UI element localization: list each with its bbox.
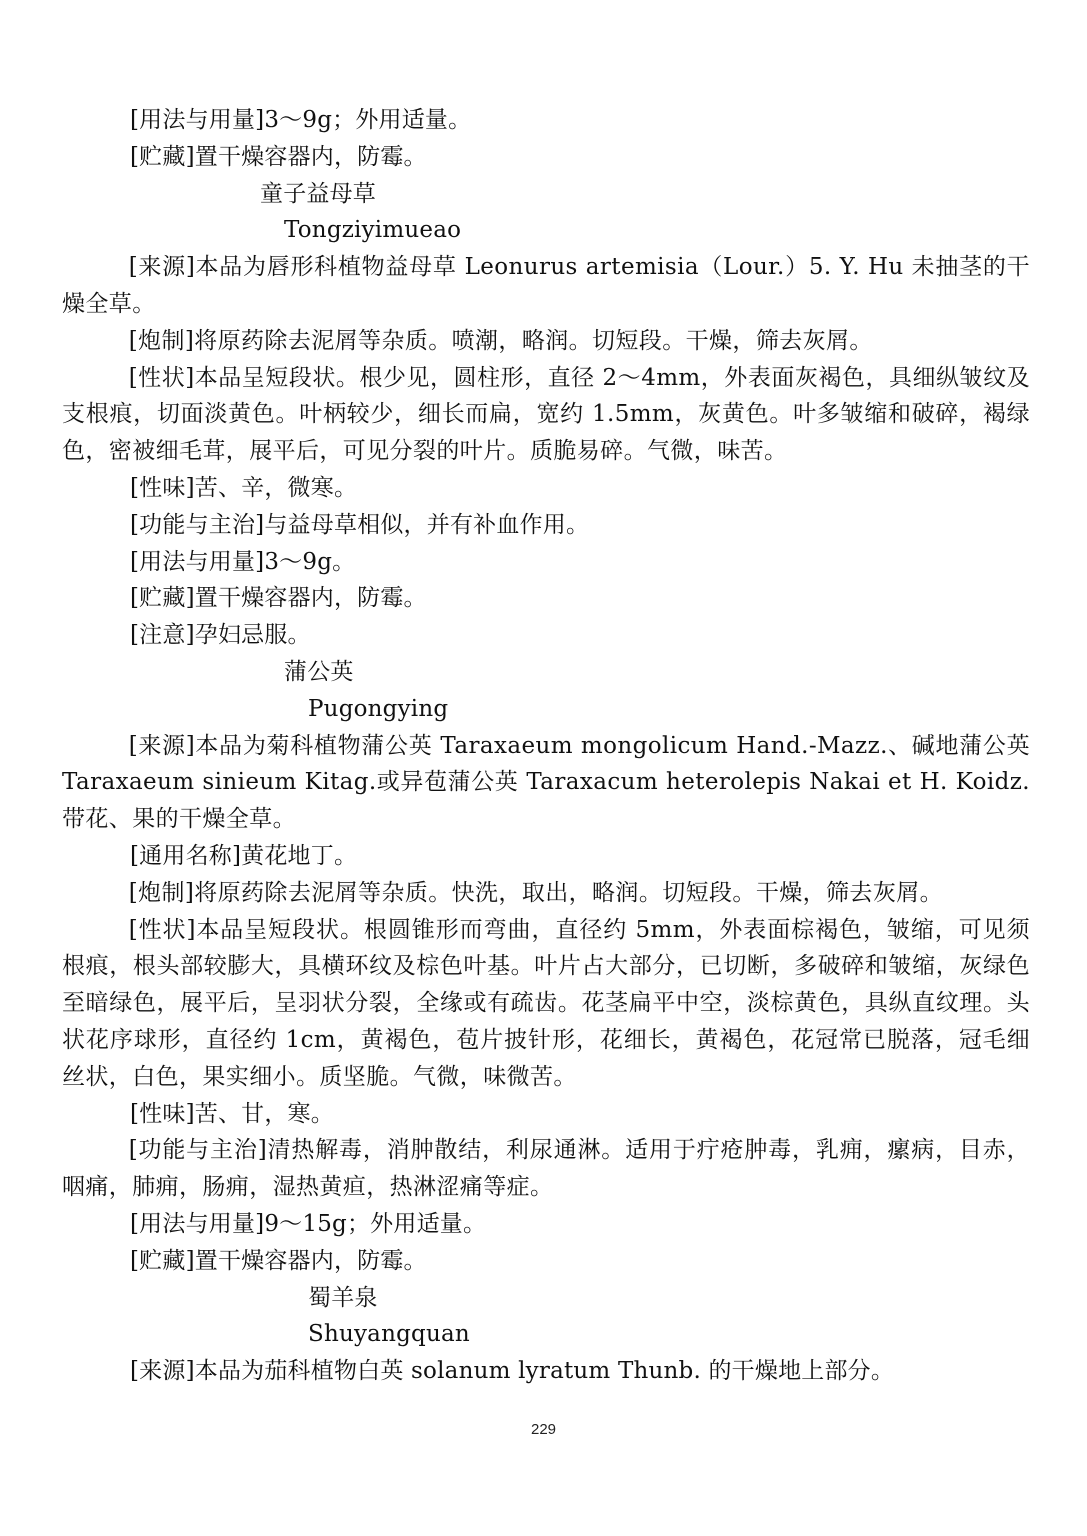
storage-line: [贮藏]置干燥容器内，防霉。	[130, 585, 427, 612]
storage-line: [贮藏]置干燥容器内，防霉。	[130, 1247, 427, 1274]
usage-dosage-line: [用法与用量]3～9g。	[130, 548, 356, 575]
page-number: 229	[530, 1421, 557, 1438]
entry-title-pinyin: Tongziyimueao	[284, 217, 462, 244]
characteristics-paragraph: [性状]本品呈短段状。根少见，圆柱形，直径 2～4mm，外表面灰褐色，具细纵皱纹及支根痕，切面淡黄色。叶柄较少，细长而扁，宽约 1.5mm，灰黄色。叶多皱缩和破碎，褐绿色，密被细毛茸，展平后，可见分裂的叶片。质脆易碎。气微，味苦。	[62, 364, 1030, 465]
storage-line: [贮藏]置干燥容器内，防霉。	[130, 143, 427, 170]
document-page	[62, 102, 1030, 1390]
entry-title-chinese: 蜀羊泉	[308, 1284, 378, 1311]
processing-paragraph: [炮制]将原药除去泥屑等杂质。喷潮，略润。切短段。干燥，筛去灰屑。	[128, 327, 873, 354]
function-indication-line: [功能与主治]与益母草相似，并有补血作用。	[130, 511, 590, 538]
characteristics-paragraph: [性状]本品呈短段状。根圆锥形而弯曲，直径约 5mm，外表面棕褐色，皱缩，可见须根痕，根头部较膨大，具横环纹及棕色叶基。叶片占大部分，已切断，多破碎和皱缩，灰绿色至暗绿色，展平后，呈羽状分裂，全缘或有疏齿。花茎扁平中空，淡棕黄色，具纵直纹理。头状花序球形，直径约 1cm，黄褐色，苞片披针形，花细长，黄褐色，花冠常已脱落，冠毛细丝状，白色，果实细小。质坚脆。气微，味微苦。	[62, 916, 1030, 1090]
nature-taste-line: [性味]苦、甘，寒。	[130, 1100, 334, 1127]
function-indication-paragraph: [功能与主治]清热解毒，消肿散结，利尿通淋。适用于疔疮肿毒，乳痈，瘰病，目赤，咽痛，肺痈，肠痈，湿热黄疸，热淋涩痛等症。	[62, 1137, 1030, 1201]
usage-dosage-line: [用法与用量]3～9g；外用适量。	[130, 107, 472, 133]
processing-paragraph: [炮制]将原药除去泥屑等杂质。快洗，取出，略润。切短段。干燥，筛去灰屑。	[128, 879, 944, 906]
source-line: [来源]本品为茄科植物白英 solanum lyratum Thunb. 的干燥地上部分。	[130, 1358, 895, 1385]
usage-dosage-line: [用法与用量]9～15g；外用适量。	[130, 1210, 487, 1237]
nature-taste-line: [性味]苦、辛，微寒。	[130, 474, 358, 501]
source-paragraph: [来源]本品为唇形科植物益母草 Leonurus artemisia（Lour.）5. Y. Hu 未抽茎的干燥全草。	[62, 254, 1030, 317]
entry-title-chinese: 蒲公英	[284, 658, 354, 685]
entry-title-pinyin: Shuyangquan	[308, 1321, 470, 1348]
entry-title-pinyin: Pugongying	[308, 695, 449, 722]
source-paragraph: [来源]本品为菊科植物蒲公英 Taraxaeum mongolicum Hand.-Mazz.、碱地蒲公英 Taraxaeum sinieum Kitag.或异苞蒲公英 Taraxacum heterolepis Nakai et H. Koidz.带花、果的干燥全草。	[62, 732, 1030, 833]
caution-line: [注意]孕妇忌服。	[130, 622, 311, 649]
common-name-line: [通用名称]黄花地丁。	[130, 842, 358, 869]
entry-title-chinese: 童子益母草	[260, 180, 376, 207]
